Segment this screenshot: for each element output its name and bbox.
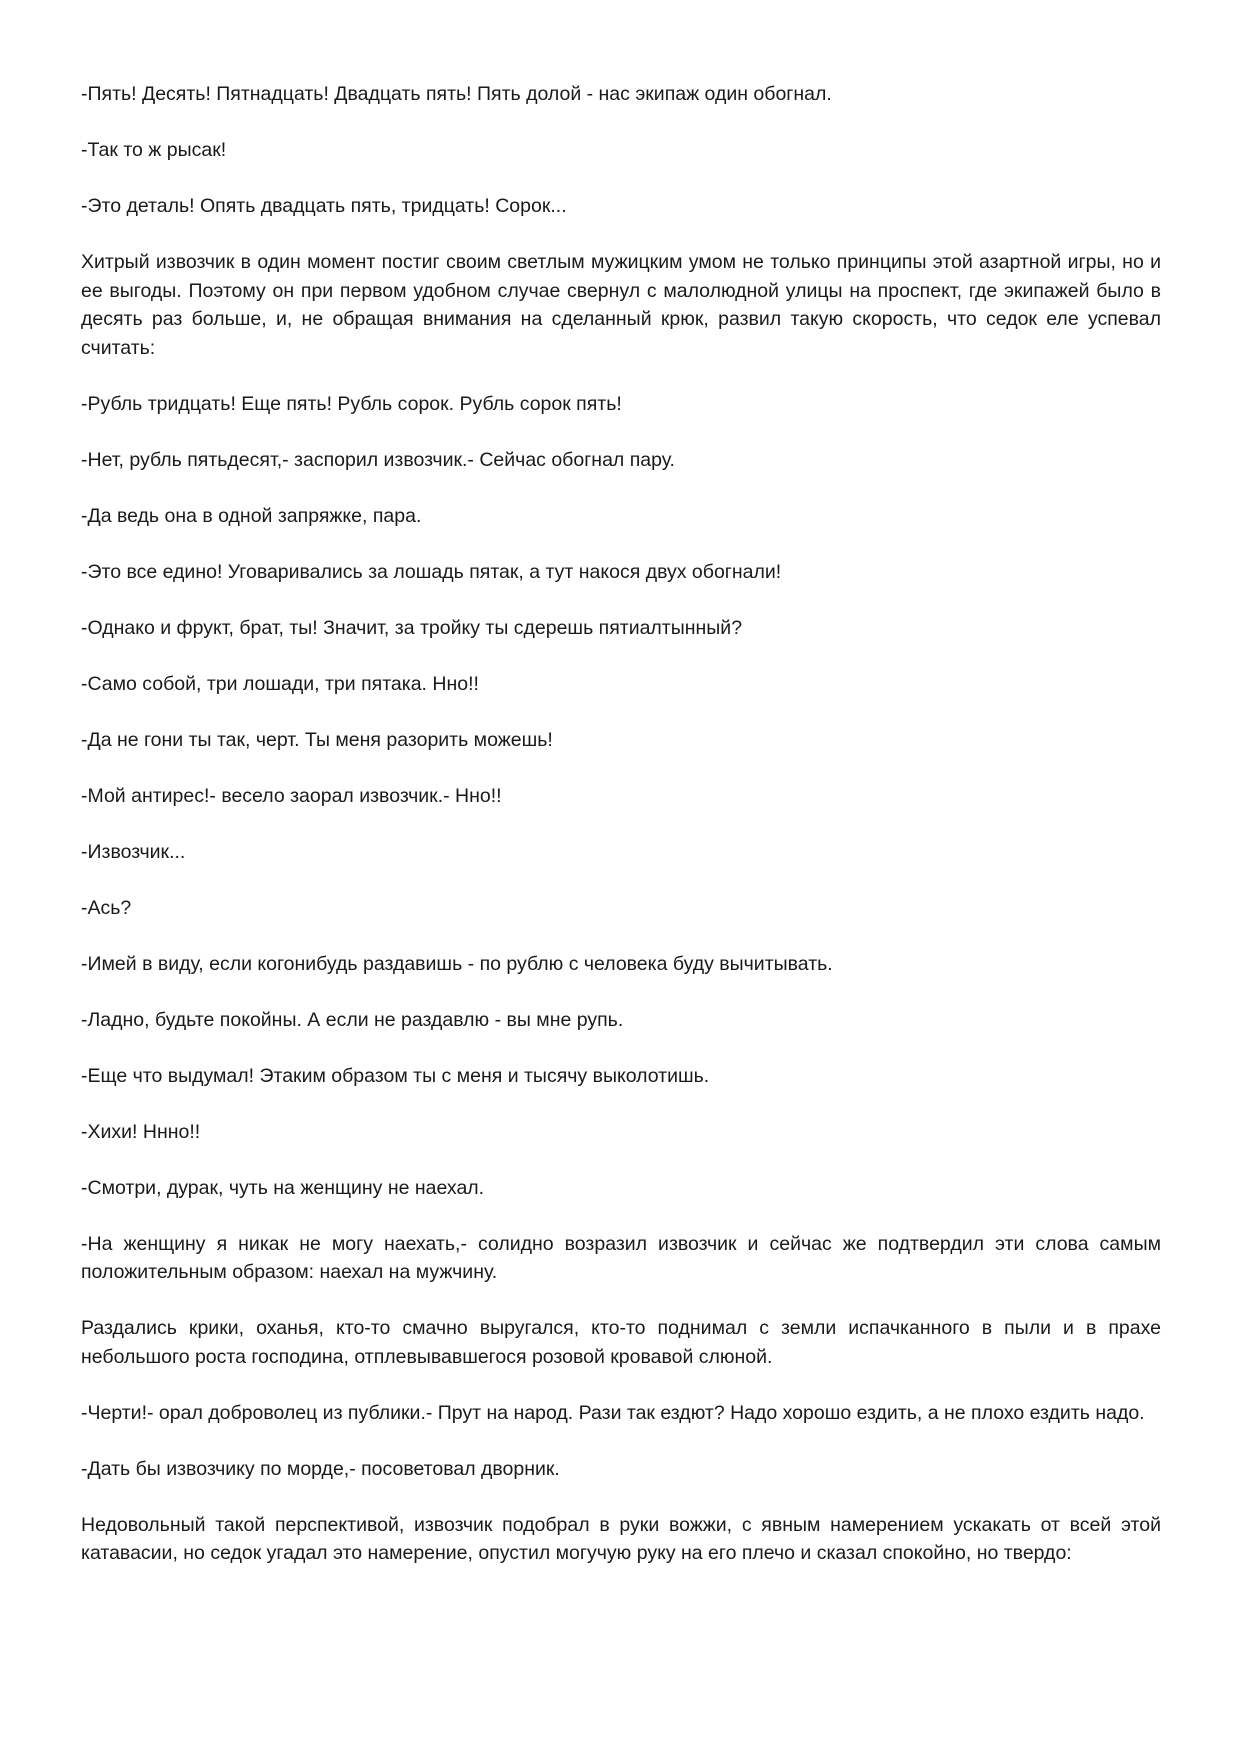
paragraph: -Однако и фрукт, брат, ты! Значит, за тройку ты сдерешь пятиалтынный? [81,616,743,639]
paragraph: -Нет, рубль пятьдесят,- заспорил извозчик.- Сейчас обогнал пару. [81,448,675,471]
paragraph: -Извозчик... [81,840,186,863]
paragraph: -Пять! Десять! Пятнадцать! Двадцать пять! Пять долой - нас экипаж один обогнал. [81,83,832,105]
paragraph: -Да не гони ты так, черт. Ты меня разорить можешь! [81,728,553,751]
paragraph: -Дать бы извозчику по морде,- посоветовал дворник. [81,1457,560,1480]
paragraph: Раздались крики, оханья, кто-то смачно выругался, кто-то поднимал с земли испачканного в пыли и в прахе небольшого роста господина, отплевывавшегося розовой кровавой слюной. [81,1317,1161,1368]
paragraph: -Ась? [81,896,132,919]
paragraph: -Рубль тридцать! Еще пять! Рубль сорок. Рубль сорок пять! [81,392,622,415]
paragraph: -Мой антирес!- весело заорал извозчик.- Нно!! [81,784,502,807]
paragraph: Недовольный такой перспективой, извозчик подобрал в руки вожжи, с явным намерением ускакать от всей этой катавасии, но седок угадал это намерение, опустил могучую руку на его плечо и сказал спокойно, но твердо: [81,1513,1161,1564]
paragraph: Хитрый извозчик в один момент постиг своим светлым мужицким умом не только принципы этой азартной игры, но и ее выгоды. Поэтому он при первом удобном случае свернул с малолюдной улицы на проспект, где экипажей было в десять раз больше, и, не обращая внимания на сделанный крюк, развил такую скорость, что седок еле успевал считать: [81,251,1161,359]
paragraph: -Ладно, будьте покойны. А если не раздавлю - вы мне рупь. [81,1008,624,1031]
paragraph: -Смотри, дурак, чуть на женщину не наехал. [81,1176,485,1199]
paragraph: -Да ведь она в одной запряжке, пара. [81,504,422,527]
paragraph: -На женщину я никак не могу наехать,- солидно возразил извозчик и сейчас же подтвердил эти слова самым положительным образом: наехал на мужчину. [81,1232,1161,1283]
paragraph: -Хихи! Ннно!! [81,1120,201,1143]
paragraph: -Это все едино! Уговаривались за лошадь пятак, а тут накося двух обогнали! [81,560,782,583]
paragraph: -Само собой, три лошади, три пятака. Нно!! [81,672,479,695]
paragraph: -Так то ж рысак! [81,139,227,161]
text-column [81,80,1161,1595]
paragraph: -Черти!- орал доброволец из публики.- Прут на народ. Рази так ездют? Надо хорошо ездить, а не плохо ездить надо. [81,1401,1145,1424]
paragraph: -Еще что выдумал! Этаким образом ты с меня и тысячу выколотишь. [81,1064,710,1087]
paragraph: -Это деталь! Опять двадцать пять, тридцать! Сорок... [81,195,567,217]
paragraph: -Имей в виду, если когонибудь раздавишь - по рублю с человека буду вычитывать. [81,952,833,975]
